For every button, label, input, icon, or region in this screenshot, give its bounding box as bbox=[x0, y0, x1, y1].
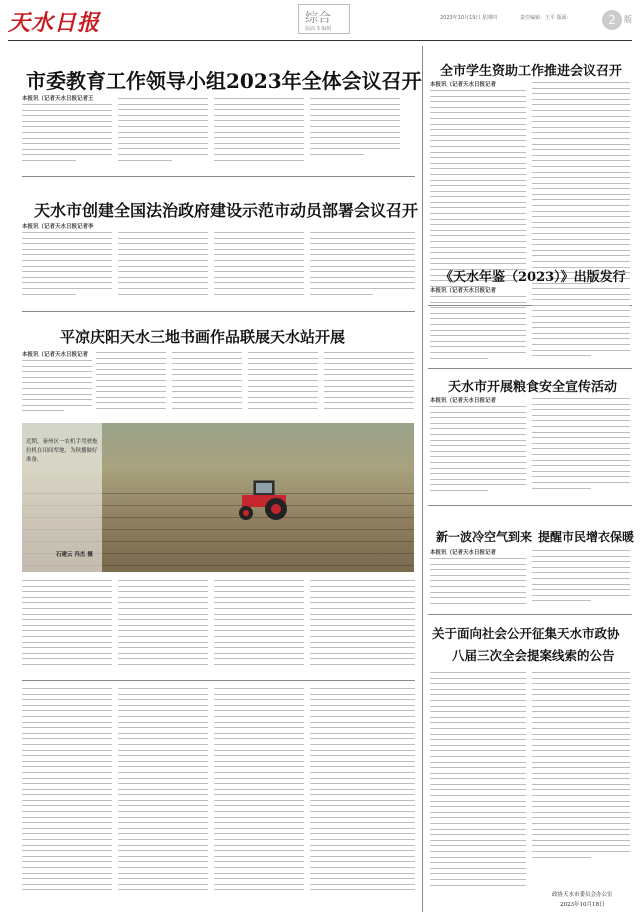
article-body-education-2 bbox=[118, 98, 208, 170]
photo-story-body-3 bbox=[214, 580, 304, 676]
page-number: 2 bbox=[602, 10, 622, 30]
article-body-art-4 bbox=[248, 352, 318, 418]
headline-cold-air: 新一波冷空气到来 bbox=[436, 530, 533, 544]
photo-story-body-2 bbox=[118, 580, 208, 676]
article-body-food-security bbox=[430, 406, 526, 498]
headline-keep-warm: 提醒市民增衣保暖 bbox=[538, 530, 635, 544]
bottom-article-body-2 bbox=[118, 688, 208, 912]
notice-body-2 bbox=[532, 672, 630, 872]
headline-art-exhibition: 平凉庆阳天水三地书画作品联展天水站开展 bbox=[60, 328, 346, 346]
headline-student-aid: 全市学生资助工作推进会议召开 bbox=[440, 64, 623, 79]
newspaper-logo: 天水日报 bbox=[8, 10, 101, 36]
divider bbox=[22, 176, 415, 177]
article-body-art-3 bbox=[172, 352, 242, 418]
top-rule bbox=[8, 40, 632, 41]
article-body-education-3 bbox=[214, 98, 304, 170]
notice-body bbox=[430, 672, 526, 898]
article-body-education bbox=[22, 104, 112, 170]
bottom-article-body bbox=[22, 688, 112, 912]
divider bbox=[22, 680, 415, 681]
notice-title-line-2: 八届三次全会提案线索的公告 bbox=[452, 648, 615, 663]
byline-education: 本报讯（记者天水日报记者王 bbox=[22, 96, 94, 102]
byline-food-security: 本报讯（记者天水日报记者 bbox=[430, 398, 497, 404]
section-name: 综合 bbox=[305, 11, 332, 26]
article-body-cold-air bbox=[430, 558, 526, 612]
byline-cold-air: 本报讯（记者天水日报记者 bbox=[430, 550, 497, 556]
article-body-yearbook bbox=[430, 296, 526, 364]
byline-law: 本报讯（记者天水日报记者李 bbox=[22, 224, 94, 230]
article-body-education-4 bbox=[310, 98, 400, 170]
article-body-law bbox=[22, 232, 112, 304]
byline-art: 本报讯（记者天水日报记者 bbox=[22, 352, 89, 358]
byline-yearbook: 本报讯（记者天水日报记者 bbox=[430, 288, 497, 294]
notice-title-line-1: 关于面向社会公开征集天水市政协 bbox=[432, 626, 620, 641]
editor-credits: 责任编辑：王平 版面： bbox=[520, 15, 572, 21]
article-body-art bbox=[22, 360, 92, 418]
headline-education-meeting: 市委教育工作领导小组2023年全体会议召开 bbox=[26, 69, 422, 93]
headline-yearbook: 《天水年鉴（2023）》出版发行 bbox=[440, 270, 626, 285]
section-label bbox=[298, 4, 350, 34]
photo-story-body-4 bbox=[310, 580, 415, 676]
article-body-art-2 bbox=[96, 352, 166, 418]
bottom-article-body-3 bbox=[214, 688, 304, 912]
notice-date: 2023年10月18日 bbox=[560, 902, 605, 908]
divider bbox=[428, 505, 632, 506]
article-body-cold-air-2 bbox=[532, 550, 630, 612]
article-body-art-5 bbox=[324, 352, 414, 418]
issue-date: 2023年10月19日 星期四 bbox=[440, 15, 498, 21]
article-body-yearbook-2 bbox=[532, 288, 630, 364]
bottom-article-body-4 bbox=[310, 688, 415, 912]
masthead bbox=[0, 0, 640, 40]
tractor-icon bbox=[232, 475, 296, 523]
headline-food-security: 天水市开展粮食安全宣传活动 bbox=[448, 380, 618, 395]
photo-caption: 近期，秦州区一农机手驾驶拖拉机在田间犁地，为秋播做好准备。 bbox=[26, 439, 98, 463]
divider bbox=[428, 368, 632, 369]
article-body-law-3 bbox=[214, 232, 304, 304]
headline-law-government: 天水市创建全国法治政府建设示范市动员部署会议召开 bbox=[34, 201, 419, 220]
column-divider bbox=[422, 46, 423, 912]
divider bbox=[22, 311, 415, 312]
byline-student-aid: 本报讯（记者天水日报记者 bbox=[430, 82, 497, 88]
article-body-food-security-2 bbox=[532, 398, 630, 498]
page-label: 版 bbox=[624, 15, 632, 24]
article-body-law-2 bbox=[118, 232, 208, 304]
section-sub: 版面 3 编辑 bbox=[305, 26, 332, 32]
photo-story-body bbox=[22, 580, 112, 676]
divider bbox=[428, 614, 632, 615]
article-body-law-4 bbox=[310, 232, 415, 304]
photo-credit: 石建云 冯杰 摄 bbox=[56, 552, 93, 558]
notice-signature: 政协天水市委员会办公室 bbox=[552, 892, 613, 898]
